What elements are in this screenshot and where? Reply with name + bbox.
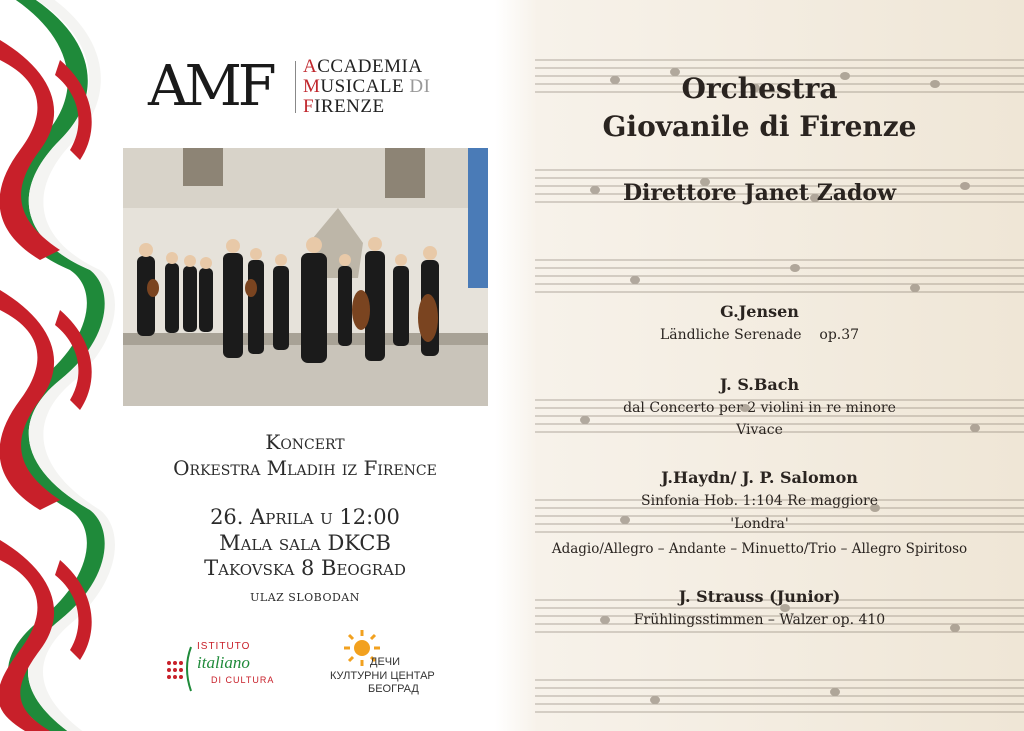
program-work: Frühlingsstimmen – Walzer op. 410 xyxy=(633,612,886,628)
dkc-logo xyxy=(330,628,460,700)
program-director: Direttore Janet Zadow xyxy=(622,180,897,206)
logo-letter: A xyxy=(303,56,318,77)
iic-line2: italiano xyxy=(197,653,250,672)
orchestra-photo xyxy=(123,148,488,406)
concert-date: 26. Aprila u 12:00 xyxy=(210,505,400,529)
iic-line3: DI CULTURA xyxy=(211,675,275,685)
concert-address: Takovska 8 Beograd xyxy=(204,556,406,580)
program-composer: J.Haydn/ J. P. Salomon xyxy=(661,468,858,487)
logo-word: CCADEMIA xyxy=(317,56,423,77)
orchestra-name: Orkestra Mladih iz Firence xyxy=(173,456,437,480)
program-composer: G.Jensen xyxy=(720,302,799,321)
logo-word: DI xyxy=(409,76,431,97)
program-title-line1: Orchestra xyxy=(681,72,838,105)
logo-letter: F xyxy=(303,96,315,117)
dkc-line2: КУЛТУРНИ ЦЕНТАР xyxy=(330,670,435,682)
program-composer: J. S.Bach xyxy=(719,375,800,394)
logo-letter: M xyxy=(303,76,321,97)
dkc-line3: БЕОГРАД xyxy=(368,683,419,695)
iic-line1: ISTITUTO xyxy=(197,641,251,652)
iic-icon xyxy=(165,643,195,693)
program-work: Sinfonia Hob. 1:104 Re maggiore xyxy=(641,493,878,509)
program-composer: J. Strauss (Junior) xyxy=(678,587,841,606)
program-title-line2: Giovanile di Firenze xyxy=(602,110,917,143)
concert-heading: Koncert xyxy=(265,430,345,454)
concert-venue: Mala sala DKCB xyxy=(219,531,391,555)
logo-divider xyxy=(295,61,296,113)
logo-wordmark xyxy=(303,57,430,117)
program-work: dal Concerto per 2 violini in re minore xyxy=(623,400,896,416)
amf-logo xyxy=(148,55,448,125)
istituto-italiano-logo xyxy=(165,635,285,700)
amf-logo-mark: AMF xyxy=(148,54,273,119)
logo-word: USICALE xyxy=(320,76,410,97)
dkc-line1: ДЕЧИ xyxy=(370,656,401,668)
logo-word: IRENZE xyxy=(314,96,385,117)
free-entry-note: ULAZ SLOBODAN xyxy=(250,591,360,604)
program-work: Ländliche Serenade op.37 xyxy=(659,327,860,343)
program-work: Vivace xyxy=(736,422,783,438)
program-work: 'Londra' xyxy=(730,516,789,532)
program-work: Adagio/Allegro – Andante – Minuetto/Trio – Allegro Spiritoso xyxy=(551,541,968,557)
italian-flag-ribbon xyxy=(0,0,115,731)
